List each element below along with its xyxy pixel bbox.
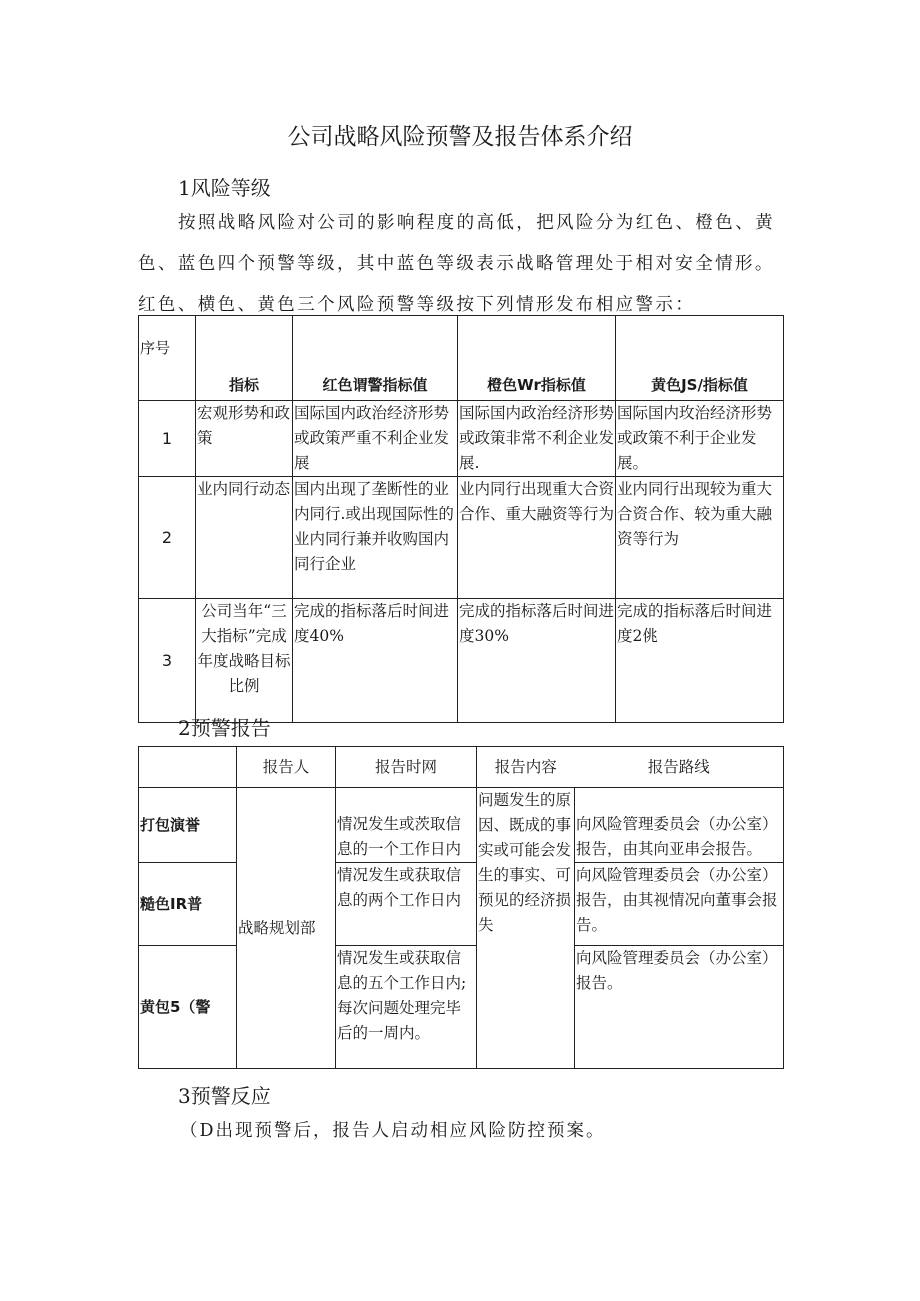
row-orange-value: 国际国内政治经济形势或政策非常不利企业发展. [458,401,616,477]
row-orange-value: 业内同行出现重大合资合作、重大融资等行为 [458,477,616,599]
row-indicator: 业内同行动态 [196,477,293,599]
row-number: 2 [139,477,196,599]
report-route-cell: 向风险管理委员会（办公室）报告，由其视情况向董事会报告。 [575,863,784,946]
paragraph-line-2: 色、蓝色四个预警等级，其中蓝色等级表示战略管理处于相对安全情形。 [138,254,775,274]
section-heading-risk-level: 1风险等级 [178,176,271,200]
report-time-cell: 情况发生或茨取信息的一个工作日内 [336,788,477,863]
report-content-cell: 问题发生的原因、既成的事实或可能会发生的事实、可预见的经济损失 [477,788,575,1069]
row-orange-value: 完成的指标落后时间进度30% [458,599,616,723]
report-time-cell: 情况发生或获取信息的五个工作日内;每次问题处理完毕后的一周内。 [336,946,477,1069]
header-reporter: 报告人 [237,747,336,788]
report-route-cell: 向风险管理委员会（办公室）报告。 [575,946,784,1069]
row-red-value: 国内出现了垄断性的业内同行.或出现国际性的业内同行兼并收购国内同行企业 [293,477,458,599]
header-report-time: 报告时网 [336,747,477,788]
row-number: 1 [139,401,196,477]
paragraph-line-1: 按照战略风险对公司的影响程度的高低，把风险分为红色、橙色、黄 [178,213,775,233]
table-header-row [139,316,784,401]
row-number: 3 [139,599,196,723]
table-row [139,788,784,863]
header-red: 红色谓警指标值 [293,316,458,401]
row-yellow-value: 完成的指标落后时间进度2佻 [616,599,784,723]
row-yellow-value: 国际国内玫治经济形势或政策不利于企业发展。 [616,401,784,477]
table-header-row [139,747,784,788]
header-report-content: 报告内容 [477,747,575,788]
header-yellow: 黄色JS/指标值 [616,316,784,401]
header-indicator: 指标 [196,316,293,401]
table-row [139,599,784,723]
risk-indicator-table [138,315,784,723]
warning-report-table [138,746,784,1069]
table-row [139,477,784,599]
row-indicator: 宏观形势和政策 [196,401,293,477]
row-indicator: 公司当年“三大指标”完成年度战略目标比例 [196,599,293,723]
report-time-cell: 情况发生或获取信息的两个工作日内 [336,863,477,946]
section-heading-warning-response: 3预警反应 [178,1084,271,1108]
warning-response-item: （D出现预警后，报告人启动相应风险防控预案。 [180,1121,606,1141]
paragraph-line-3: 红色、横色、黄色三个风险预警等级按下列情形发布相应警示： [138,295,696,315]
header-report-route: 报告路线 [575,747,784,788]
table-row [139,401,784,477]
section-heading-warning-report: 2预警报告 [178,716,271,740]
header-level [139,747,237,788]
reporter-cell: 战略规划部 [237,788,336,1069]
level-red: 打包演誉 [139,788,237,863]
risk-level-paragraph [138,203,788,326]
level-orange: 糙色IR普 [139,863,237,946]
header-seq: 序号 [139,316,196,401]
level-yellow: 黄包5（警 [139,946,237,1069]
row-yellow-value: 业内同行出现较为重大合资合作、较为重大融资等行为 [616,477,784,599]
header-orange: 橙色Wr指标值 [458,316,616,401]
table-row [139,946,784,1069]
table-row [139,863,784,946]
report-route-cell: 向风险管理委员会（办公室）报告，由其向亚串会报告。 [575,788,784,863]
row-red-value: 完成的指标落后时间进度40% [293,599,458,723]
page-title: 公司战略风险预警及报告体系介绍 [287,124,633,150]
row-red-value: 国际国内政治经济形势或政策严重不利企业发展 [293,401,458,477]
